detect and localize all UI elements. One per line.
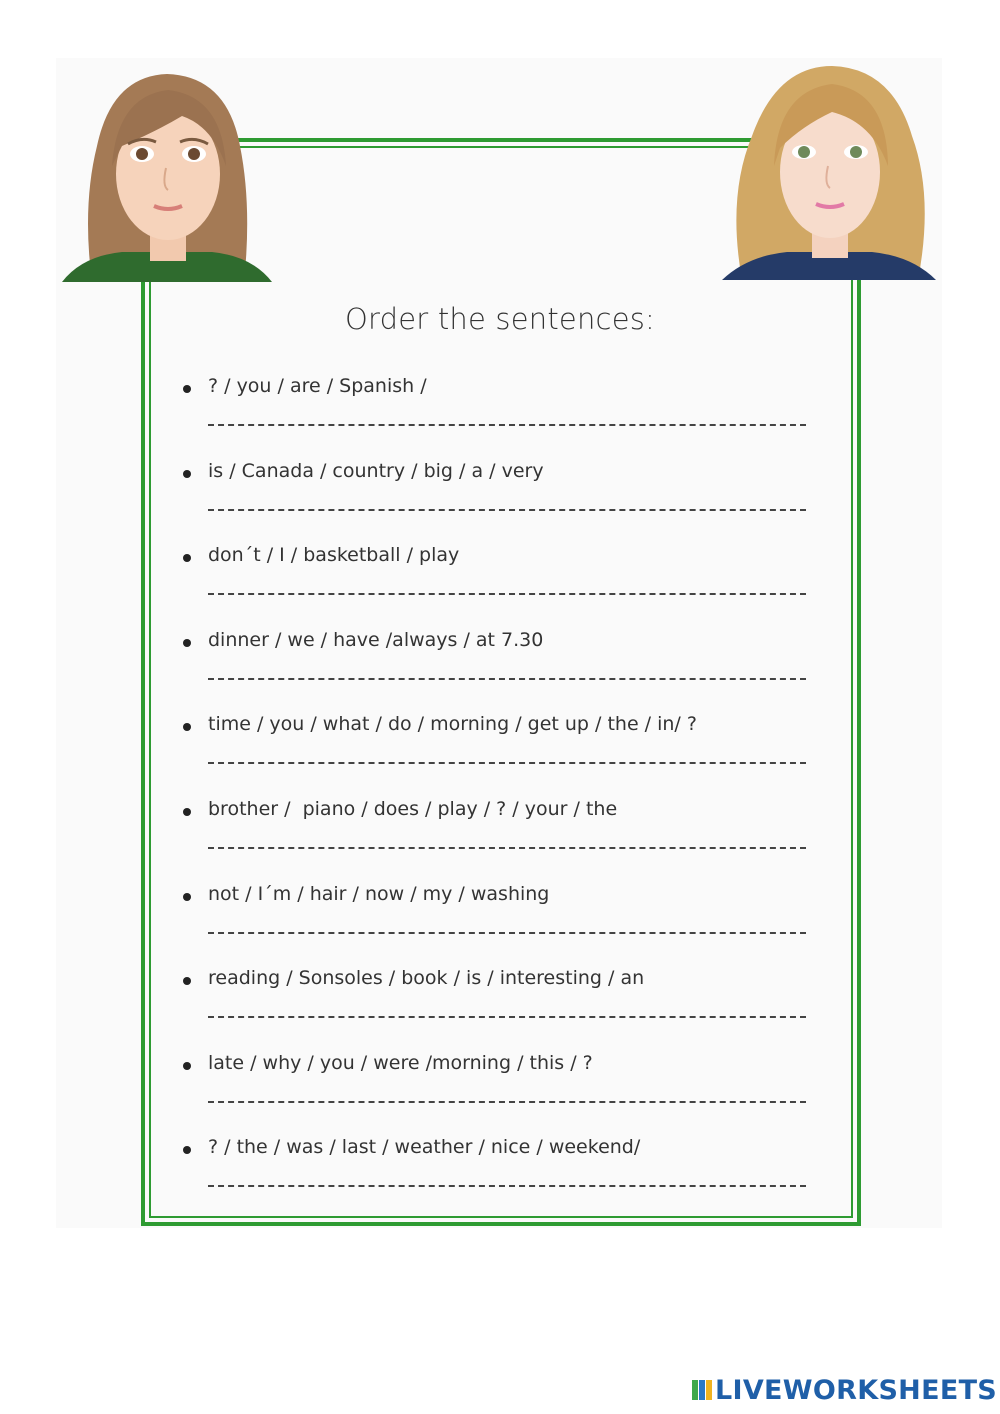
bullet-icon (183, 1062, 191, 1070)
bullet-icon (183, 808, 191, 816)
answer-line[interactable] (208, 509, 806, 511)
list-item (180, 626, 820, 711)
scrambled-sentence: time / you / what / do / morning / get up / the / in/ ? (208, 713, 697, 736)
bullet-icon (183, 385, 191, 393)
list-item (180, 1049, 820, 1134)
list-item (180, 710, 820, 795)
bullet-icon (183, 470, 191, 478)
list-item (180, 457, 820, 542)
bullet-icon (183, 977, 191, 985)
answer-line[interactable] (208, 932, 806, 934)
answer-line[interactable] (208, 424, 806, 426)
scrambled-sentence: is / Canada / country / big / a / very (208, 459, 544, 482)
bullet-icon (183, 893, 191, 901)
girl-avatar-left (62, 56, 272, 282)
worksheet-title: Order the sentences: (344, 302, 656, 336)
list-item (180, 880, 820, 965)
scrambled-sentence: ? / you / are / Spanish / (208, 375, 427, 397)
list-item (180, 372, 820, 457)
liveworksheets-logo-icon (692, 1378, 712, 1402)
list-item (180, 964, 820, 1049)
answer-line[interactable] (208, 762, 806, 764)
scrambled-sentence: brother / piano / does / play / ? / your / the (208, 797, 618, 820)
answer-line[interactable] (208, 593, 806, 595)
list-item (180, 1133, 820, 1218)
scrambled-sentence: ? / the / was / last / weather / nice / weekend/ (208, 1136, 641, 1159)
answer-line[interactable] (208, 1101, 806, 1103)
answer-line[interactable] (208, 847, 806, 849)
brand-name: LIVEWORKSHEETS (715, 1374, 998, 1406)
answer-line[interactable] (208, 678, 806, 680)
answer-line[interactable] (208, 1016, 806, 1018)
bullet-icon (183, 554, 191, 562)
list-item (180, 795, 820, 880)
scrambled-sentence: don´t / I / basketball / play (208, 544, 460, 567)
scrambled-sentence: not / I´m / hair / now / my / washing (208, 882, 550, 905)
girl-avatar-right (722, 56, 936, 280)
bullet-icon (183, 1146, 191, 1154)
list-item (180, 541, 820, 626)
answer-line[interactable] (208, 1185, 806, 1187)
liveworksheets-logo[interactable] (692, 1374, 997, 1406)
bullet-icon (183, 723, 191, 731)
scrambled-sentence: late / why / you / were /morning / this / ? (208, 1051, 593, 1074)
sentence-list (180, 372, 820, 1218)
bullet-icon (183, 639, 191, 647)
scrambled-sentence: dinner / we / have /always / at 7.30 (208, 628, 544, 651)
scrambled-sentence: reading / Sonsoles / book / is / interesting / an (208, 967, 645, 990)
